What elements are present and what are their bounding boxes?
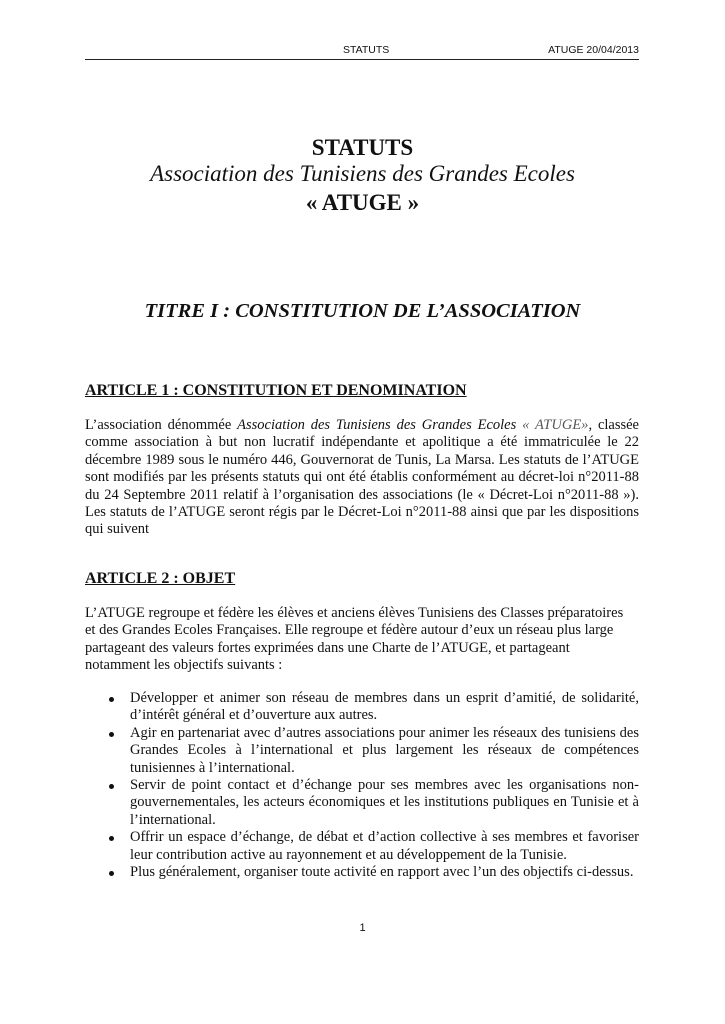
- list-item: [85, 829, 639, 864]
- section-title: TITRE I : CONSTITUTION DE L’ASSOCIATION: [144, 300, 581, 322]
- list-item-text: Offrir un espace d’échange, de débat et d’action collective à ses membres et favoriser leur contribution active au rayonnement et au développement de la Tunisie.: [130, 829, 639, 863]
- article-2-intro-line: partageant des valeurs fortes exprimées dans une Charte de l’ATUGE, et partageant: [85, 639, 570, 656]
- page-number: 1: [359, 922, 366, 934]
- list-item: [85, 864, 639, 881]
- article-1-name: Association des Tunisiens des Grandes Ecoles: [237, 417, 517, 433]
- article-1-paragraph: [85, 417, 639, 539]
- header-title: STATUTS: [343, 44, 390, 56]
- bullet-icon: [109, 697, 114, 702]
- list-item: [85, 690, 639, 725]
- bullet-icon: [109, 836, 114, 841]
- association-acronym: « ATUGE »: [305, 190, 420, 215]
- list-item-text: Agir en partenariat avec d’autres associations pour animer les réseaux des tunisiens des Grandes Ecoles à l’international et plus largement les réseaux de compétences tunisiennes à l’international.: [130, 724, 639, 776]
- article-2-intro-line: et des Grandes Ecoles Françaises. Elle regroupe et fédère autour d’eux un réseau plus large: [85, 622, 614, 639]
- article-1-text-end: , classée comme association à but non lucratif indépendante et apolitique a été immatriculée le 22 décembre 1989 sous le numéro 446, Gouvernorat de Tunis, La Marsa. Les statuts de l’ATUGE sont modifiés par les présents statuts qui ont été établis conformément au décret-loi n°2011-88 du 24 Septembre 2011 relatif à l’organisation des associations (le « Décret-Loi n°2011-88 »). Les statuts de l’ATUGE seront régis par le Décret-Loi n°2011-88 ainsi que par les dispositions qui suivent: [85, 417, 639, 538]
- document-title: STATUTS: [311, 135, 414, 160]
- objectives-list: [85, 690, 639, 881]
- article-2-intro-line: L’ATUGE regroupe et fédère les élèves et anciens élèves Tunisiens des Classes préparatoires: [85, 605, 624, 621]
- header-date: ATUGE 20/04/2013: [548, 44, 639, 56]
- page-header: [85, 42, 639, 60]
- article-1-acronym: « ATUGE»: [516, 417, 589, 433]
- article-2-intro: [85, 605, 639, 675]
- list-item-text: Servir de point contact et d’échange pour ses membres avec les organisations non-gouvernementales, les acteurs économiques et les institutions publiques en Tunisie et à l’international.: [130, 777, 639, 828]
- article-2-intro-line: notamment les objectifs suivants :: [85, 657, 283, 674]
- bullet-icon: [109, 732, 114, 737]
- article-1-text-start: L’association dénommée: [85, 417, 238, 433]
- article-2-heading: ARTICLE 2 : OBJET: [85, 570, 236, 587]
- association-name: Association des Tunisiens des Grandes Ecoles: [150, 161, 575, 186]
- article-1-heading: ARTICLE 1 : CONSTITUTION ET DENOMINATION: [85, 382, 467, 399]
- list-item-text: Développer et animer son réseau de membres dans un esprit d’amitié, de solidarité, d’intérêt général et d’ouverture aux autres.: [130, 690, 639, 724]
- bullet-icon: [109, 784, 114, 789]
- list-item-text: Plus généralement, organiser toute activité en rapport avec l’un des objectifs ci-dessus.: [130, 864, 634, 881]
- bullet-icon: [109, 871, 114, 876]
- list-item: [85, 777, 639, 829]
- list-item: [85, 725, 639, 777]
